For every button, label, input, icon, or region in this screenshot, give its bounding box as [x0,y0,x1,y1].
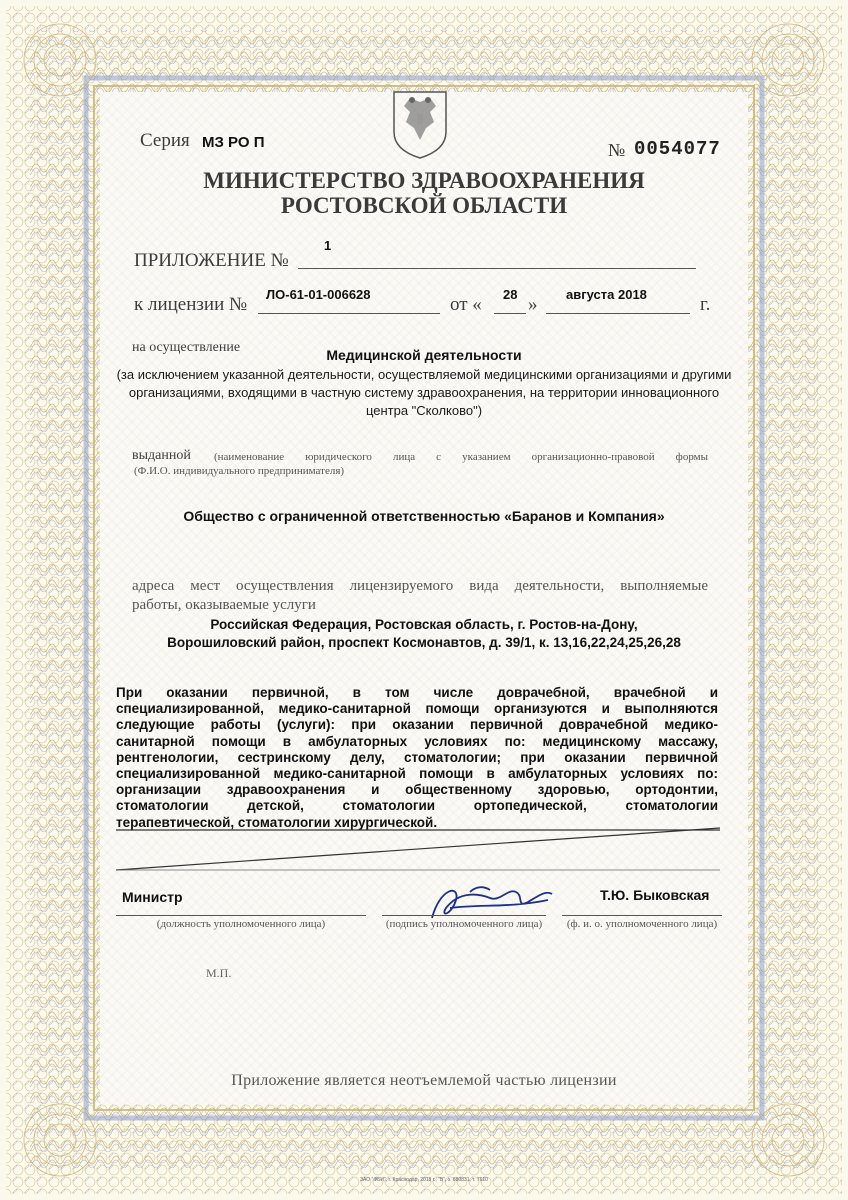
signer-position: Министр [122,889,183,905]
services-line: санитарной помощи в амбулаторных условиях по: медицинскому массажу, [116,733,718,749]
activity-label: на осуществление [132,340,241,355]
signer-name: Т.Ю. Быковская [600,887,710,903]
stamp-place: М.П. [206,966,232,980]
license-number-underline [258,313,440,314]
issued-hint-line1: (наименование юридического лица с указанием организационно-правовой формы [214,451,708,463]
printer-imprint: ЗАО "ФБИ", г. Краснодар, 2018 г., "В", з. 880831, т. 7610 [360,1177,488,1183]
appendix-label: ПРИЛОЖЕНИЕ № [134,250,289,271]
services-line: рентгенологии, сестринскому делу, стоматологии; при оказании первичной [116,749,718,765]
year-suffix: г. [700,294,711,315]
footer-note: Приложение является неотъемлемой частью лицензии [231,1072,617,1089]
license-label: к лицензии № [134,294,248,315]
services-line: специализированной, медико-санитарной помощи организуются и выполняются [116,701,718,717]
number-label: № [608,140,626,160]
issued-label: выданной [132,448,191,463]
services-line: специализированной медико-санитарной помощи в амбулаторных условиях по: [116,766,718,782]
address-line2: Ворошиловский район, проспект Космонавтов, д. 39/1, к. 13,16,22,24,25,26,28 [167,635,681,650]
date-day-close: » [528,294,538,315]
activity-description: (за исключением указанной деятельности, осуществляемой медицинскими организациями и другими организациями, входящими в частную систему здравоохранения, на территории инновационного центра "Сколково") [116,367,732,418]
license-number: ЛО-61-01-006628 [266,287,371,302]
issued-hint-line2: (Ф.И.О. индивидуального предпринимателя) [134,465,345,477]
services-line: При оказании первичной, в том числе доврачебной, врачебной и [116,685,718,700]
position-underline [116,915,366,916]
date-from-label: от « [450,294,482,315]
services-line: организации здравоохранения и общественному здоровью, ортодонтии, [116,782,718,798]
services-paragraph [116,685,718,831]
signature-underline [382,915,546,916]
appendix-number-underline [298,268,696,269]
coat-of-arms-emblem [390,88,450,160]
appendix-number: 1 [324,238,332,253]
services-line: стоматологии детской, стоматологии ортопедической, стоматологии [116,798,718,814]
license-month-year: августа 2018 [566,287,647,302]
addresses-label-line1: адреса мест осуществления лицензируемого вида деятельности, выполняемые [132,578,708,594]
license-day: 28 [503,287,518,302]
organization-name: Общество с ограниченной ответственностью «Баранов и Компания» [183,508,665,524]
form-number: 0054077 [634,138,721,160]
series-label: Серия [140,130,190,151]
signature-hint: (подпись уполномоченного лица) [385,918,543,930]
ministry-title-line1: МИНИСТЕРСТВО ЗДРАВООХРАНЕНИЯ [203,168,645,193]
month-year-underline [546,313,690,314]
ministry-title-line2: РОСТОВСКОЙ ОБЛАСТИ [280,193,568,218]
activity-title: Медицинской деятельности [326,347,522,363]
name-hint: (ф. и. о. уполномоченного лица) [566,918,718,930]
name-underline [562,915,722,916]
address-line1: Российская Федерация, Ростовская область, г. Ростов-на-Дону, [210,617,638,632]
services-last-line: терапевтической, стоматологии хирургической. [116,814,438,830]
day-underline [494,313,526,314]
position-hint: (должность уполномоченного лица) [156,918,326,930]
closing-lines [116,822,720,874]
series-value: МЗ РО П [202,134,265,151]
addresses-label-line2: работы, оказываемые услуги [132,597,316,613]
services-line: следующие работы (услуги): при оказании первичной доврачебной медико- [116,717,718,733]
